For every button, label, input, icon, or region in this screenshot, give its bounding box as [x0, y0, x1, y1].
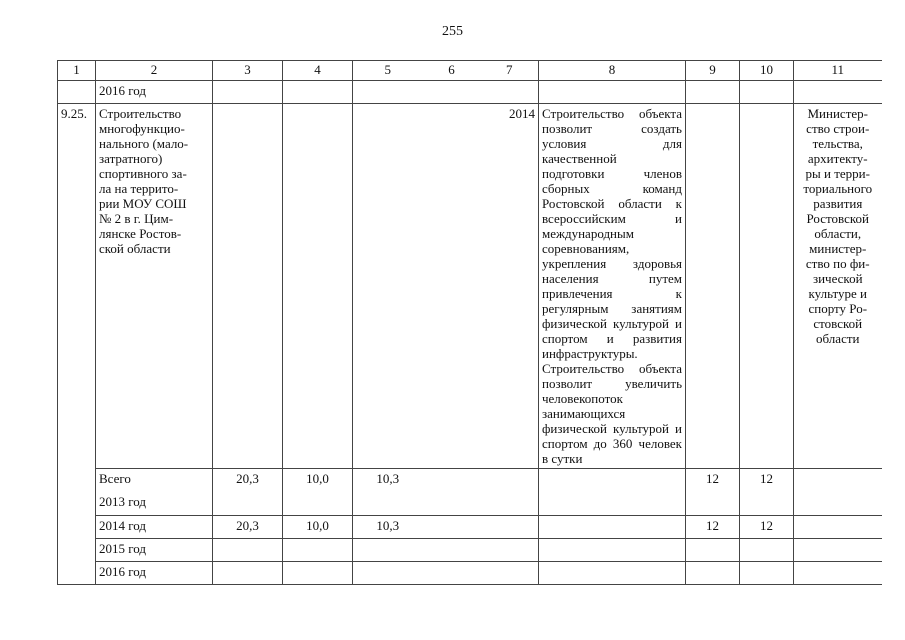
header-cell-9: 9 — [686, 61, 740, 81]
table-row — [58, 562, 882, 585]
year-label: 2014 год — [96, 516, 213, 539]
item-number: 9.25. — [58, 104, 96, 585]
item-row — [58, 104, 882, 469]
header-cell-2: 2 — [96, 61, 213, 81]
year-label: 2015 год — [96, 539, 213, 562]
value-cell: 10,0 — [283, 516, 353, 539]
table-row — [58, 516, 882, 539]
value-cell: 12 — [740, 516, 794, 539]
value-cell — [353, 539, 423, 562]
value-cell — [213, 562, 283, 585]
total-c4: 10,0 — [283, 469, 353, 516]
item-year: 2014 — [481, 104, 539, 469]
header-cell-10: 10 — [740, 61, 794, 81]
value-cell — [213, 539, 283, 562]
item-name: Строительство многофункцио- нального (мало- затратного) спортивного за- ла на террито- рии МОУ СОШ № 2 в г. Цим- лянске Ростов- ской области — [96, 104, 213, 469]
table-row — [58, 539, 882, 562]
header-cell-4: 4 — [283, 61, 353, 81]
value-cell: 12 — [686, 516, 740, 539]
total-year: 2013 год — [99, 494, 146, 509]
responsible-executor: Министер- ство строи- тельства, архитекту- ры и терри- ториального развития Ростовской области, министер- ство по фи- зической культуре и спорту Ро- стовской области — [794, 104, 882, 469]
value-cell — [686, 539, 740, 562]
value-cell: 10,3 — [353, 516, 423, 539]
header-cell-11: 11 — [794, 61, 882, 81]
value-cell: 20,3 — [213, 516, 283, 539]
value-cell — [283, 539, 353, 562]
item-description-text-2: Строительство объекта позволит увеличить человекопоток занимающихся физической культурой и спортом до 360 человек в сутки — [542, 361, 682, 466]
value-cell — [283, 562, 353, 585]
total-label-cell — [96, 469, 213, 516]
page-number: 255 — [442, 24, 463, 39]
total-c5: 10,3 — [353, 469, 423, 516]
year-label: 2016 год — [96, 81, 213, 104]
value-cell — [740, 539, 794, 562]
header-cell-3: 3 — [213, 61, 283, 81]
total-c3: 20,3 — [213, 469, 283, 516]
total-c10: 12 — [740, 469, 794, 516]
total-row — [58, 469, 882, 516]
total-c9: 12 — [686, 469, 740, 516]
program-table — [57, 60, 882, 585]
year-label: 2016 год — [96, 562, 213, 585]
table-row — [58, 81, 882, 104]
header-cell-5: 5 — [353, 61, 423, 81]
value-cell — [740, 562, 794, 585]
header-cell-7: 7 — [481, 61, 539, 81]
header-row — [58, 61, 882, 81]
header-cell-1: 1 — [58, 61, 96, 81]
item-description-text: Строительство объекта позволит создать условия для качественной подготовки членов сборных команд Ростовской области к всероссийским и международным соревнованиям, укрепления здоровья населения путем привлечения к регулярным занятиям физической культурой и спортом и развития инфраструктуры. — [542, 106, 682, 361]
header-cell-6: 6 — [423, 61, 481, 81]
value-cell — [686, 562, 740, 585]
item-description — [539, 104, 686, 469]
header-cell-8: 8 — [539, 61, 686, 81]
total-label: Всего — [99, 471, 131, 486]
value-cell — [353, 562, 423, 585]
